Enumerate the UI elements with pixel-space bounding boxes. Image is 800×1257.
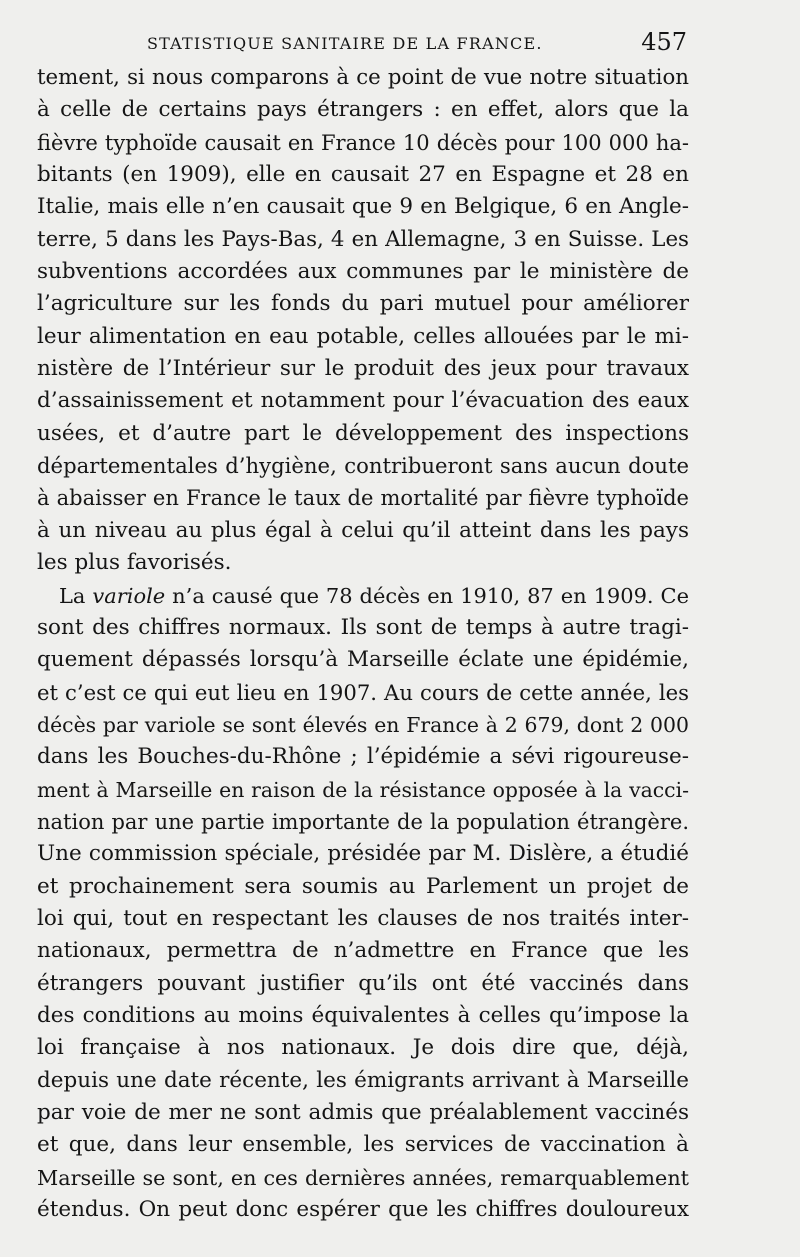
text-line: loi qui, tout en respectant les clauses de nos traités inter- (37, 905, 689, 931)
text-line: et prochainement sera soumis au Parlement un projet de (37, 873, 689, 899)
text-line: à celle de certains pays étrangers : en effet, alors que la (37, 97, 689, 123)
body-text (37, 62, 689, 1226)
text-line: à un niveau au plus égal à celui qu’il atteint dans les pays (37, 517, 689, 543)
text-line: nistère de l’Intérieur sur le produit des jeux pour travaux (37, 356, 689, 382)
paragraph-rest: n’a causé que 78 décès en 1910, 87 en 1909. Ce (172, 583, 689, 608)
text-line: nationaux, permettra de n’admettre en France que les (37, 938, 689, 964)
text-line: et c’est ce qui eut lieu en 1907. Au cours de cette année, les (37, 679, 689, 705)
text-line: Italie, mais elle n’en causait que 9 en Belgique, 6 en Angle- (37, 194, 689, 220)
text-line: des conditions au moins équivalentes à celles qu’impose la (37, 1002, 689, 1028)
text-line: dans les Bouches-du-Rhône ; l’épidémie a sévi rigoureuse- (37, 744, 689, 770)
text-line: depuis une date récente, les émigrants arrivant à Marseille (37, 1067, 689, 1093)
text-line: étendus. On peut donc espérer que les chiffres douloureux (37, 1197, 689, 1223)
text-line: les plus favorisés. (37, 550, 232, 576)
text-line: quement dépassés lorsqu’à Marseille éclate une épidémie, (37, 647, 689, 673)
text-line: Marseille se sont, en ces dernières années, remarquablement (37, 1165, 689, 1190)
text-line: Une commission spéciale, présidée par M. Dislère, a étudié (37, 841, 689, 867)
text-line: à abaisser en France le taux de mortalité par fièvre typhoïde (37, 485, 689, 511)
text-line: d’assainissement et notamment pour l’évacuation des eaux (37, 388, 689, 414)
text-line: ment à Marseille en raison de la résistance opposée à la vacci- (37, 777, 689, 802)
text-line: leur alimentation en eau potable, celles allouées par le mi- (37, 323, 689, 349)
paragraph-lead: La (59, 583, 86, 608)
text-line: décès par variole se sont élevés en France à 2 679, dont 2 000 (37, 712, 689, 737)
text-line: subventions accordées aux communes par le ministère de (37, 259, 689, 285)
text-line: départementales d’hygiène, contribueront sans aucun doute (37, 453, 689, 479)
text-line: terre, 5 dans les Pays-Bas, 4 en Allemagne, 3 en Suisse. Les (37, 226, 689, 252)
running-head (37, 28, 687, 58)
text-line: loi française à nos nationaux. Je dois dire que, déjà, (37, 1035, 689, 1061)
text-line: par voie de mer ne sont admis que préalablement vaccinés (37, 1100, 689, 1125)
text-line: tement, si nous comparons à ce point de vue notre situation (37, 65, 689, 90)
running-title: STATISTIQUE SANITAIRE DE LA FRANCE. (147, 34, 543, 53)
text-line: étrangers pouvant justifier qu’ils ont été vaccinés dans (37, 970, 689, 996)
text-line (37, 580, 689, 612)
text-line: fièvre typhoïde causait en France 10 décès pour 100 000 ha- (37, 129, 689, 155)
page-number: 457 (641, 28, 687, 56)
text-line: et que, dans leur ensemble, les services de vaccination à (37, 1132, 689, 1158)
text-line: usées, et d’autre part le développement des inspections (37, 420, 689, 446)
italic-term: variole (92, 583, 166, 608)
text-line: sont des chiffres normaux. Ils sont de temps à autre tragi- (37, 614, 689, 640)
text-line: nation par une partie importante de la population étrangère. (37, 809, 689, 834)
text-line: bitants (en 1909), elle en causait 27 en Espagne et 28 en (37, 162, 689, 188)
text-line: l’agriculture sur les fonds du pari mutuel pour améliorer (37, 291, 689, 317)
